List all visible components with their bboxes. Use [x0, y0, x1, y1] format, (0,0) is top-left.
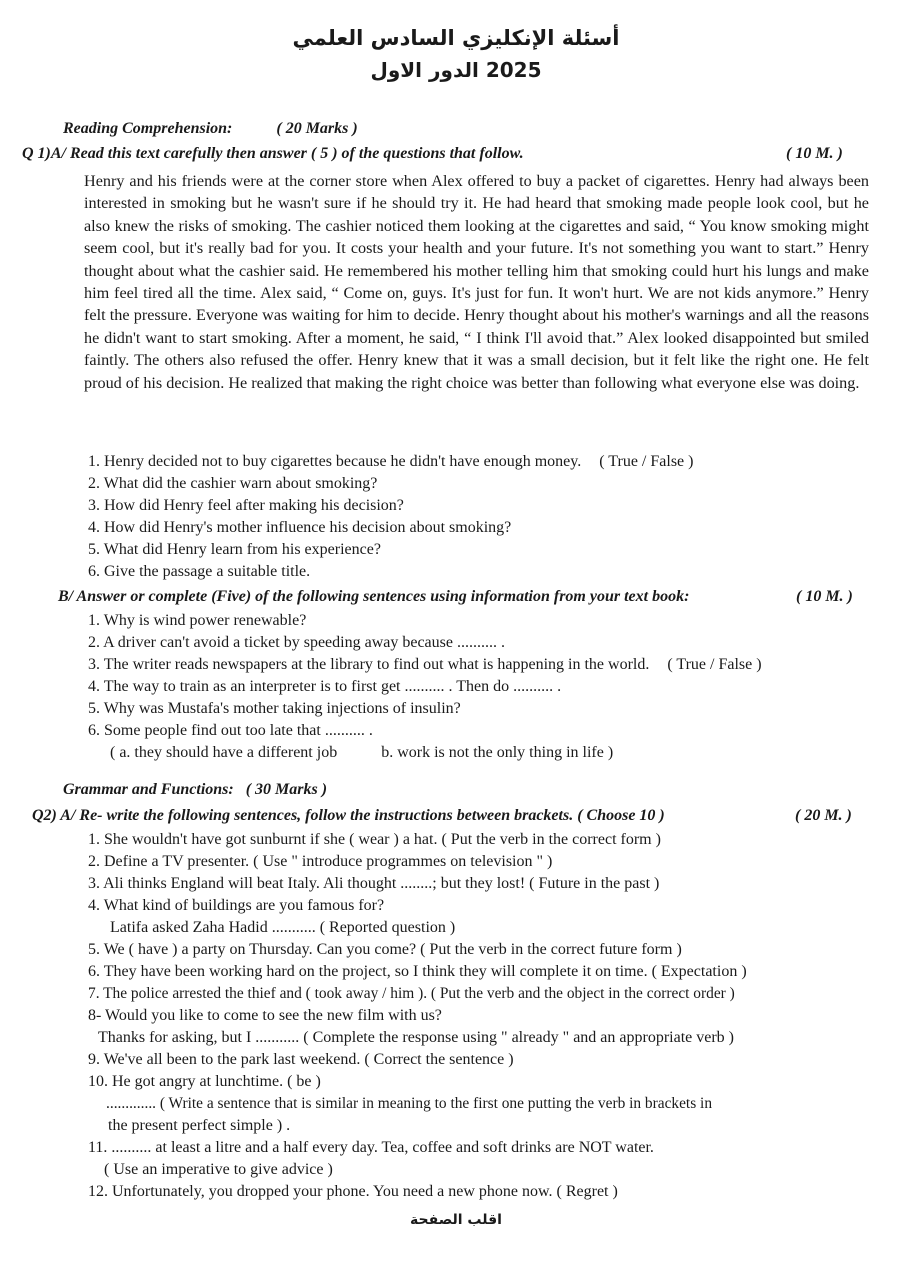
q2a-item-8-task-text: Thanks for asking, but I ........... ( Complete the response using " already " and an appropriate verb ) — [98, 1029, 734, 1046]
q2a-item-10-task-cont-text: the present perfect simple ) . — [108, 1117, 291, 1134]
q2a-item-4-task-text: Latifa asked Zaha Hadid ........... ( Reported question ) — [110, 919, 456, 936]
q1b-item-6: 6. Some people find out too late that .......... . — [88, 722, 373, 739]
q2a-item-8: 8- Would you like to come to see the new film with us? — [88, 1007, 442, 1024]
q1a-instruction: Q 1)A/ Read this text carefully then answer ( 5 ) of the questions that follow. — [22, 145, 524, 162]
q1b-option-b: b. work is not the only thing in life ) — [381, 744, 614, 761]
q1b-marks: ( 10 M. ) — [796, 588, 853, 605]
q1b-item-list — [88, 610, 762, 764]
q2a-marks: ( 20 M. ) — [795, 807, 852, 824]
q1b-item-1: 1. Why is wind power renewable? — [88, 612, 307, 629]
q2a-item-11: 11. .......... at least a litre and a half every day. Tea, coffee and soft drinks are NOT water. — [88, 1139, 654, 1156]
reading-heading — [63, 120, 358, 138]
grammar-heading-label: Grammar and Functions: — [63, 781, 234, 798]
q1b-item-5: 5. Why was Mustafa's mother taking injections of insulin? — [88, 700, 461, 717]
q1a-question-1-tf: ( True / False ) — [599, 453, 694, 470]
q1a-question-3: 3. How did Henry feel after making his decision? — [88, 497, 404, 514]
q2a-item-4-task — [88, 917, 747, 939]
grammar-marks: ( 30 Marks ) — [245, 781, 328, 798]
q1a-marks: ( 10 M. ) — [786, 145, 843, 162]
q1a-question-2: 2. What did the cashier warn about smoking? — [88, 475, 378, 492]
reading-heading-label: Reading Comprehension: — [63, 120, 233, 137]
q2a-item-2: 2. Define a TV presenter. ( Use " introduce programmes on television " ) — [88, 853, 553, 870]
q2a-item-10-task-text: ............. ( Write a sentence that is similar in meaning to the first one putting the verb in brackets in — [106, 1095, 713, 1112]
q1b-item-3-tf: ( True / False ) — [667, 656, 762, 673]
q2a-item-12: 12. Unfortunately, you dropped your phone. You need a new phone now. ( Regret ) — [88, 1183, 618, 1200]
reading-marks: ( 20 Marks ) — [276, 120, 358, 137]
q2a-item-10: 10. He got angry at lunchtime. ( be ) — [88, 1073, 321, 1090]
q1b-item-4: 4. The way to train as an interpreter is to first get .......... . Then do .......... . — [88, 678, 562, 695]
q2a-item-9: 9. We've all been to the park last weekend. ( Correct the sentence ) — [88, 1051, 514, 1068]
q2a-item-7: 7. The police arrested the thief and ( took away / him ). ( Put the verb and the object in the correct order ) — [88, 985, 735, 1002]
q2a-item-10-task — [88, 1093, 747, 1115]
q1a-question-6: 6. Give the passage a suitable title. — [88, 563, 311, 580]
q1b-item-6-options — [88, 742, 762, 764]
q2a-item-list — [88, 829, 747, 1203]
q1a-question-1 — [88, 451, 693, 473]
exam-title: أسئلة الإنكليزي السادس العلمي — [292, 26, 620, 50]
q2a-item-6: 6. They have been working hard on the project, so I think they will complete it on time. ( Expectation ) — [88, 963, 747, 980]
q1b-item-2: 2. A driver can't avoid a ticket by speeding away because .......... . — [88, 634, 505, 651]
q1b-item-3 — [88, 654, 762, 676]
q2a-instruction: Q2) A/ Re- write the following sentences, follow the instructions between brackets. ( Choose 10 ) — [32, 807, 665, 824]
q1a-question-5: 5. What did Henry learn from his experience? — [88, 541, 381, 558]
turn-page-note: اقلب الصفحة — [410, 1212, 502, 1228]
q2a-item-4: 4. What kind of buildings are you famous for? — [88, 897, 385, 914]
q1b-instruction: B/ Answer or complete (Five) of the following sentences using information from your text book: — [58, 588, 690, 605]
q1b-option-a: ( a. they should have a different job — [110, 744, 338, 761]
q1a-question-4: 4. How did Henry's mother influence his decision about smoking? — [88, 519, 512, 536]
q2a-item-3: 3. Ali thinks England will beat Italy. Ali thought ........; but they lost! ( Future in the past ) — [88, 875, 660, 892]
q2a-item-8-task — [88, 1027, 747, 1049]
q2a-item-1: 1. She wouldn't have got sunburnt if she ( wear ) a hat. ( Put the verb in the correct form ) — [88, 831, 661, 848]
q2a-item-11-task-text: ( Use an imperative to give advice ) — [104, 1161, 333, 1178]
exam-subtitle: 2025 الدور الاول — [370, 58, 542, 82]
q1a-question-list — [88, 451, 693, 583]
q1b-item-3-text: 3. The writer reads newspapers at the library to find out what is happening in the world. — [88, 656, 650, 673]
q2a-item-10-task-cont — [88, 1115, 747, 1137]
q2a-item-5: 5. We ( have ) a party on Thursday. Can you come? ( Put the verb in the correct future form ) — [88, 941, 682, 958]
q1a-question-1-text: 1. Henry decided not to buy cigarettes because he didn't have enough money. — [88, 453, 582, 470]
reading-passage: Henry and his friends were at the corner store when Alex offered to buy a packet of cigarettes. Henry had always been interested in smoking but he wasn't sure if he should try it. He had heard that smoking made people look cool, but he also knew the risks of smoking. The cashier noticed them looking at the cigarettes and said, “ You know smoking might seem cool, but it's really bad for you. It costs your health and your future. It's not something you want to start.” Henry thought about what the cashier said. He remembered his mother telling him that smoking could hurt his lungs and make him feel tired all the time. Alex said, “ Come on, guys. It's just for fun. It won't hurt. We are not kids anymore.” Henry felt the pressure. Everyone was waiting for him to decide. Henry thought about his mother's warnings and all the reasons he didn't want to start smoking. After a moment, he said, “ I think I'll avoid that.” Alex looked disappointed but smiled faintly. The others also refused the offer. Henry knew that it was a small decision, but it felt like the right one. He felt proud of his decision. He realized that making the right choice was better than following what everyone else was doing. — [84, 172, 869, 392]
grammar-heading — [63, 781, 327, 799]
q2a-item-11-task — [88, 1159, 747, 1181]
